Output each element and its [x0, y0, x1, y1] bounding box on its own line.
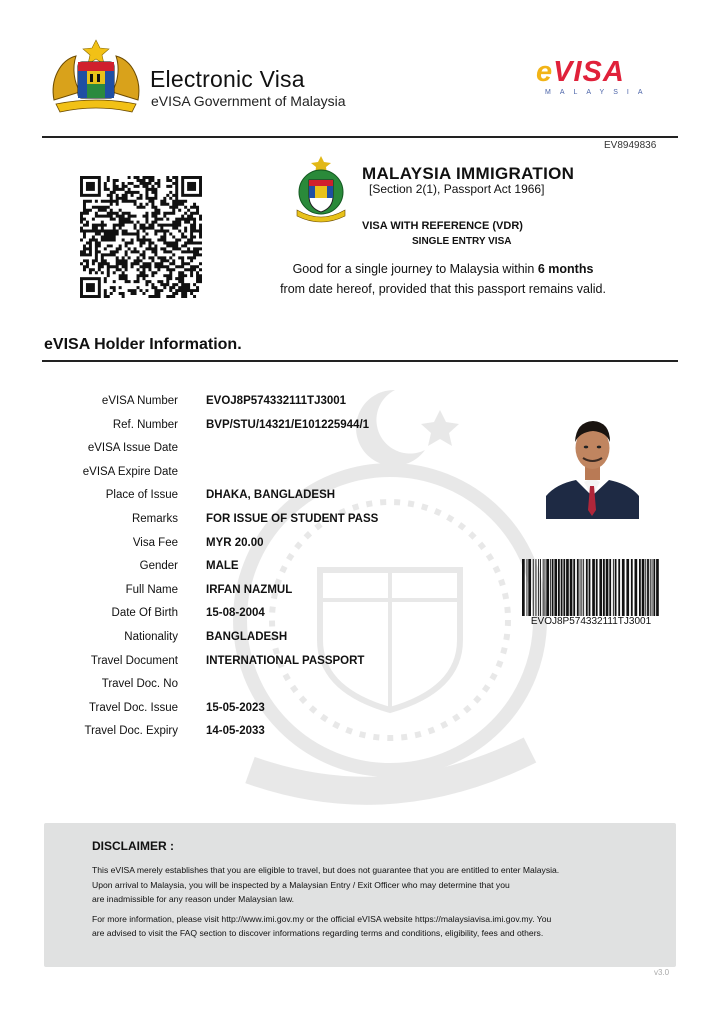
field-value: DHAKA, BANGLADESH [206, 489, 336, 502]
field-label: Travel Document [90, 654, 178, 667]
validity-line-2: from date hereof, provided that this passport remains valid. [280, 282, 606, 296]
field-value: EVOJ8P574332111TJ3001 [206, 395, 347, 407]
disclaimer-line: are inadmissible for any reason under Malaysian law. [92, 894, 295, 904]
field-value: IRFAN NAZMUL [206, 583, 293, 596]
field-value: MYR 20.00 [206, 536, 264, 549]
validity-duration: 6 months [537, 262, 594, 276]
barcode [521, 559, 659, 616]
field-label: Full Name [125, 583, 178, 596]
field-label: Ref. Number [112, 418, 178, 431]
entry-type: SINGLE ENTRY VISA [412, 236, 512, 247]
field-label: eVISA Number [101, 395, 178, 407]
holder-photo [546, 404, 639, 519]
qr-code [80, 176, 202, 298]
field-value: FOR ISSUE OF STUDENT PASS [206, 513, 379, 525]
disclaimer-line: This eVISA merely establishes that you are eligible to travel, but does not guarantee that you are entitled to enter Malaysia. [92, 865, 560, 875]
evisa-logo-visa: VISA [553, 56, 625, 88]
qr-finder [183, 177, 201, 195]
field-label: Nationality [124, 631, 178, 643]
field-label: eVISA Issue Date [87, 442, 178, 455]
evisa-logo [536, 56, 625, 89]
field-label: Place of Issue [105, 489, 178, 502]
field-value: 15-05-2023 [206, 701, 265, 714]
qr-finder [81, 279, 99, 297]
field-label: Visa Fee [132, 536, 178, 549]
holder-info-heading: eVISA Holder Information. [44, 336, 242, 353]
disclaimer-line: For more information, please visit http://www.imi.gov.my or the official eVISA website https://malaysiavisa.imi.gov.my. You [92, 914, 552, 924]
field-label: Travel Doc. No [101, 678, 178, 691]
field-label: Travel Doc. Issue [88, 701, 178, 714]
evisa-logo-subtext: MALAYSIA [545, 89, 652, 96]
field-value: INTERNATIONAL PASSPORT [206, 654, 365, 667]
field-label: Gender [139, 560, 178, 573]
validity-text: Good for a single journey to Malaysia within [292, 262, 538, 276]
barcode-bars [522, 559, 659, 616]
qr-finder [81, 177, 99, 195]
field-label: Date Of Birth [111, 607, 178, 620]
field-value: 15-08-2004 [206, 607, 265, 620]
document-title: Electronic Visa [150, 66, 305, 92]
validity-line-1 [268, 262, 618, 276]
field-label: Remarks [131, 513, 178, 525]
barcode-number: EVOJ8P574332111TJ3001 [530, 616, 652, 627]
disclaimer-line: are advised to visit the FAQ section to discover informations regarding terms and conditions, eligibility, fees and others. [92, 928, 544, 938]
field-value: 14-05-2033 [206, 725, 265, 738]
field-value: MALE [206, 560, 239, 573]
disclaimer-title: DISCLAIMER : [92, 839, 174, 853]
visa-type: VISA WITH REFERENCE (VDR) [362, 220, 523, 232]
immigration-crest-icon [289, 154, 353, 224]
immigration-title: MALAYSIA IMMIGRATION [362, 164, 575, 183]
document-subtitle: eVISA Government of Malaysia [151, 93, 346, 109]
field-value: BVP/STU/14321/E101225944/1 [206, 418, 370, 431]
field-value: BANGLADESH [206, 631, 288, 643]
evisa-logo-e: e [536, 56, 554, 88]
disclaimer-line: Upon arrival to Malaysia, you will be inspected by a Malaysian Entry / Exit Officer who may determine that you [92, 880, 510, 890]
field-label: Travel Doc. Expiry [84, 725, 178, 738]
reference-code: EV8949836 [604, 140, 657, 151]
header-divider [42, 136, 678, 138]
malaysia-coat-of-arms-icon [50, 38, 142, 116]
version-label: v3.0 [654, 968, 670, 977]
immigration-section: [Section 2(1), Passport Act 1966] [369, 182, 545, 196]
field-label: eVISA Expire Date [82, 465, 178, 478]
